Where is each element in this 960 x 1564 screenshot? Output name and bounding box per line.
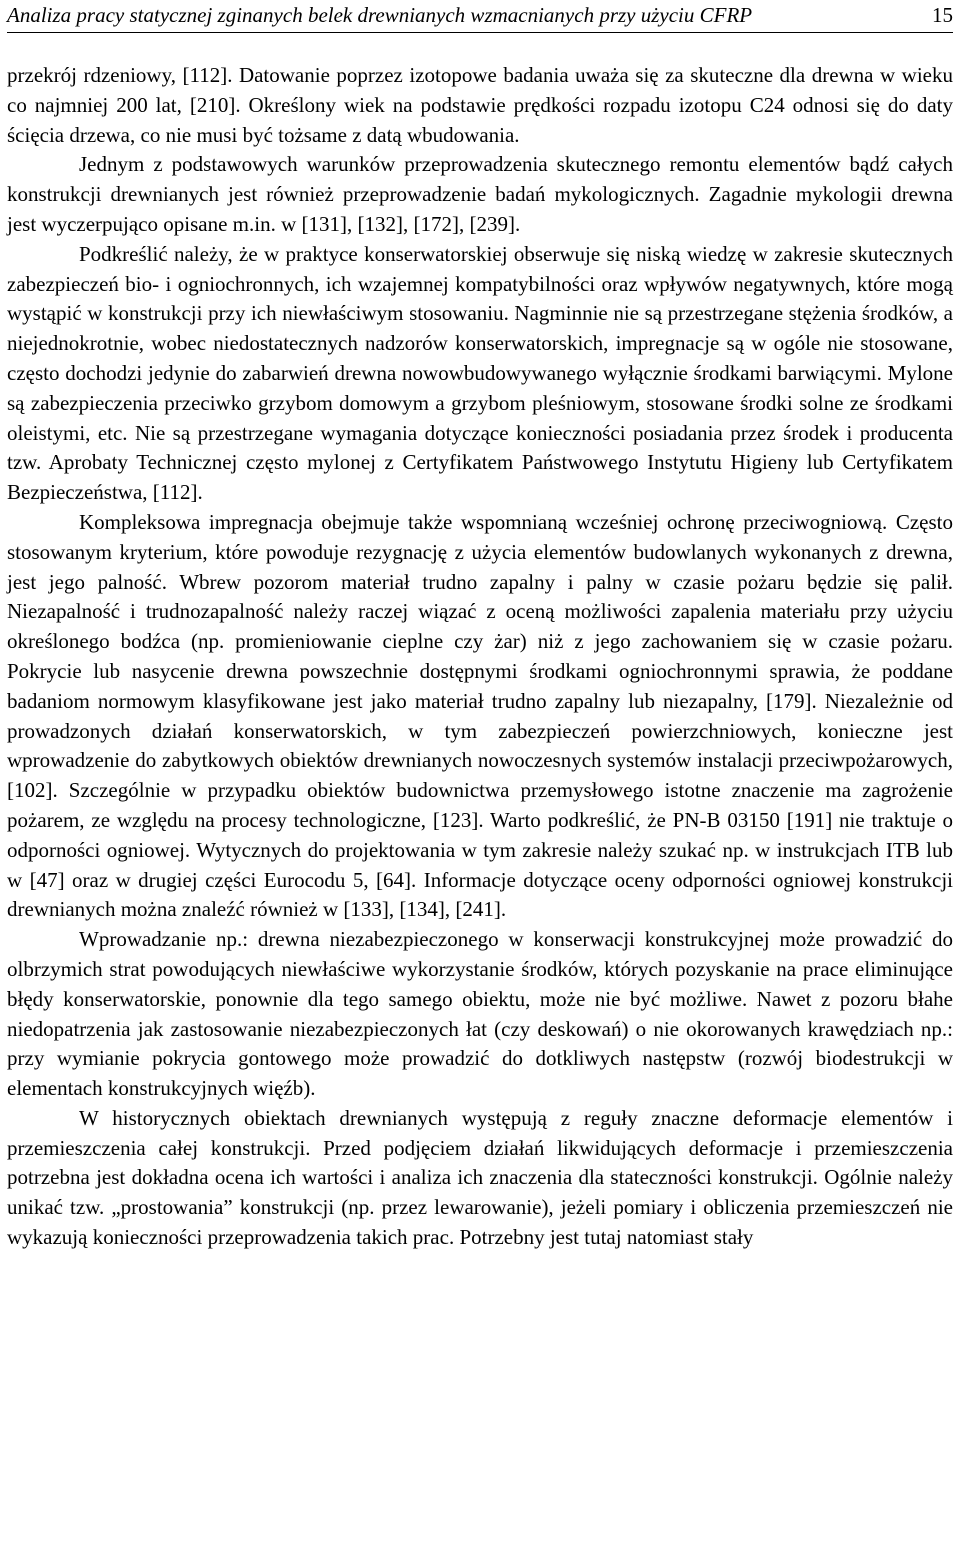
page-header <box>7 2 953 33</box>
body-text <box>7 61 953 1253</box>
paragraph-protection-practice: Podkreślić należy, że w praktyce konserwatorskiej obserwuje się niską wiedzę w zakresie skutecznych zabezpieczeń bio- i ogniochronnych, ich wzajemnej kompatybilności oraz wpływów negatywnych, które mogą wystąpić w konstrukcji przy ich niewłaściwym stosowaniu. Nagminnie nie są przestrzegane stężenia środków, a niejednokrotnie, wobec niedostatecznych nadzorów konserwatorskich, impregnacje są w ogóle nie stosowane, często dochodzi jedynie do zabarwień drewna nowowbudowywanego wyłącznie środkami barwiącymi. Mylone są zabezpieczenia przeciwko grzybom domowym a grzybom pleśniowym, stosowane środki solne ze środkami oleistymi, etc. Nie są przestrzegane wymagania dotyczące konieczności posiadania przez środek i producenta tzw. Aprobaty Technicznej często mylonej z Certyfikatem Państwowego Instytutu Higieny lub Certyfikatem Bezpieczeństwa, [112]. <box>7 241 953 505</box>
paragraph-deformations: W historycznych obiektach drewnianych występują z reguły znaczne deformacje elementów i przemieszczenia całej konstrukcji. Przed podjęciem działań likwidujących deformacje i przemieszczenia potrzebna jest dokładna ocena ich wartości i analiza ich znaczenia dla stateczności konstrukcji. Ogólnie należy unikać tzw. „prostowania” konstrukcji (np. przez lewarowanie), jeżeli pomiary i obliczenia przemieszczeń nie wykazują konieczności przeprowadzenia takich prac. Potrzebny jest tutaj natomiast stały <box>7 1105 953 1250</box>
running-header-title: Analiza pracy statycznej zginanych belek drewnianych wzmacnianych przy użyciu CFRP <box>7 3 753 27</box>
paragraph-unprotected-timber: Wprowadzanie np.: drewna niezabezpieczonego w konserwacji konstrukcyjnej może prowadzić do olbrzymich strat powodujących niewłaściwe wykorzystanie środków, których pozyskanie na prace eliminujące błędy konserwatorskie, ponownie dla tego samego obiektu, może nie być możliwe. Nawet z pozoru błahe niedopatrzenia jak zastosowanie niezabezpieczonych łat (czy deskowań) o nie okorowanych krawędziach np.: przy wymianie pokrycia gontowego może prowadzić do dotkliwych następstw (rozwój biodestrukcji w elementach konstrukcyjnych więźb). <box>7 927 953 1101</box>
paragraph-mycology: Jednym z podstawowych warunków przeprowadzenia skutecznego remontu elementów bądź całych konstrukcji drewnianych jest również przeprowadzenie badań mykologicznych. Zagadnie mykologii drewna jest wyczerpująco opisane m.in. w [131], [132], [172], [239]. <box>7 152 953 236</box>
page-number: 15 <box>932 3 953 27</box>
paragraph-fire-protection: Kompleksowa impregnacja obejmuje także wspomnianą wcześniej ochronę przeciwogniową. Często stosowanym kryterium, które powoduje rezygnację z użycia elementów budowlanych wykonanych z drewna, jest jego palność. Wbrew pozorom materiał trudno zapalny i palny w czasie pożaru będzie się palił. Niezapalność i trudnozapalność należy raczej wiązać z oceną możliwości zapalenia materiału przy użyciu określonego bodźca (np. promieniowanie cieplne czy żar) niż z jego zachowaniem się w czasie pożaru. Pokrycie lub nasycenie drewna powszechnie dostępnymi środkami ogniochronnymi sprawia, że poddane badaniom normowym klasyfikowane jest jako materiał trudno zapalny lub niezapalny, [179]. Niezależnie od prowadzonych działań konserwatorskich, w tym zabezpieczeń powierzchniowych, konieczne jest wprowadzenie do zabytkowych obiektów drewnianych nowoczesnych systemów instalacji przeciwpożarowych, [102]. Szczególnie w przypadku obiektów budownictwa przemysłowego istotne znaczenie ma zagrożenie pożarem, ze względu na procesy technologiczne, [123]. Warto podkreślić, że PN-B 03150 [191] nie traktuje o odporności ogniowej. Wytycznych do projektowania w tym zakresie należy szukać np. w instrukcjach ITB lub w [47] oraz w drugiej części Eurocodu 5, [64]. Informacje dotyczące oceny odporności ogniowej konstrukcji drewnianych można znaleźć również w [133], [134], [241]. <box>7 509 953 922</box>
paragraph-dating: przekrój rdzeniowy, [112]. Datowanie poprzez izotopowe badania uważa się za skuteczne dla drewna w wieku co najmniej 200 lat, [210]. Określony wiek na podstawie prędkości rozpadu izotopu C24 odnosi się do daty ścięcia drzewa, co nie musi być tożsame z datą wbudowania. <box>7 63 953 147</box>
